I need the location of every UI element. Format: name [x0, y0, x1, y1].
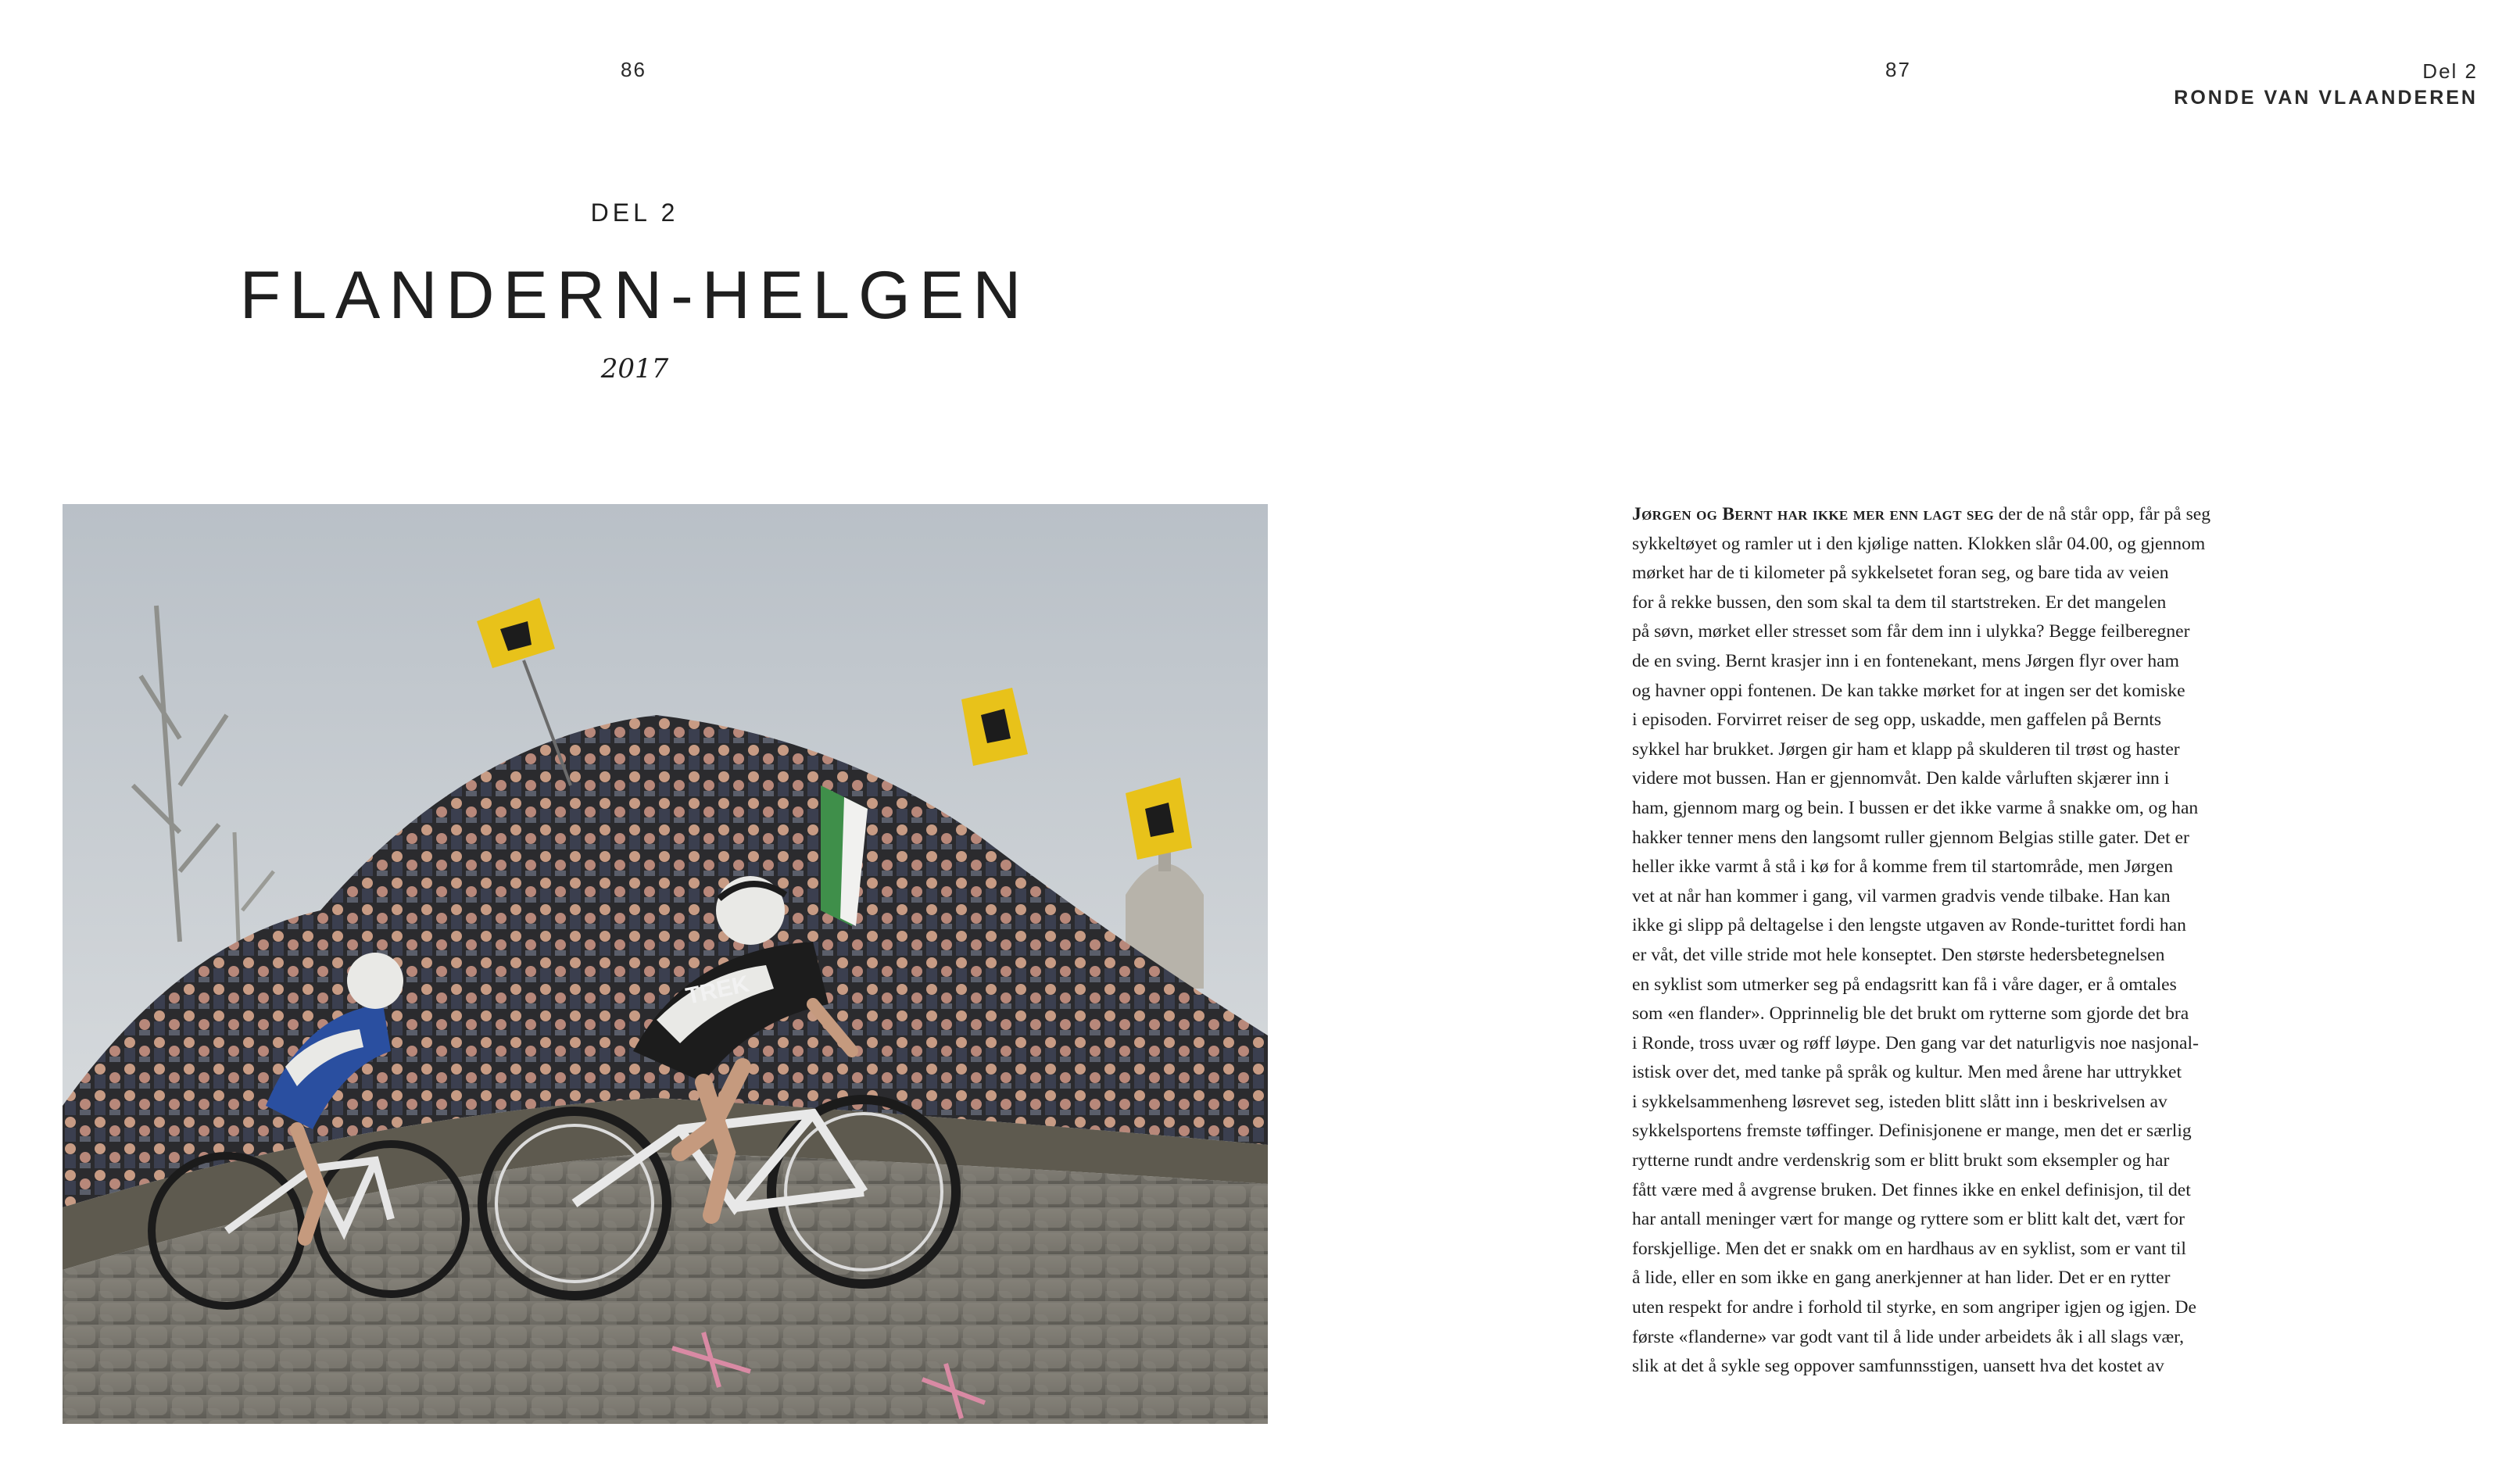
lead-in: Jørgen og Bernt har ikke mer enn lagt seg [1632, 504, 1994, 524]
running-head-title: RONDE VAN VLAANDEREN [2174, 87, 2478, 109]
text-line: ham, gjennom marg og bein. I bussen er det ikke varme å snakke om, og han [1632, 797, 2199, 818]
text-line: forskjellige. Men det er snakk om en hardhaus av en syklist, som er vant til [1632, 1238, 2186, 1259]
page-number-right: 87 [1885, 58, 1911, 81]
text-line: sykkelsportens fremste tøffinger. Definisjonene er mange, men det er særlig [1632, 1121, 2192, 1142]
text-line: ikke gi slipp på deltagelse i den lengste utgaven av Ronde-turittet fordi han [1632, 915, 2186, 936]
text-line: rytterne rundt andre verdenskrig som er blitt brukt som eksempler og har [1632, 1150, 2170, 1171]
chapter-year: 2017 [600, 353, 669, 384]
text-line: en syklist som utmerker seg på endagsritt kan få i våre dager, er å omtales [1632, 974, 2177, 995]
body-text [1632, 500, 2299, 1382]
text-line: de en sving. Bernt krasjer inn i en fontenekant, mens Jørgen flyr over ham [1632, 650, 2179, 671]
text-line: som «en flander». Opprinnelig ble det brukt om rytterne som gjorde det bra [1632, 1003, 2189, 1025]
text-line: har antall meninger vært for mange og ryttere som er blitt kalt det, vært for [1632, 1209, 2185, 1230]
text-line: på søvn, mørket eller stresset som får dem inn i ulykka? Begge feilberegner [1632, 621, 2190, 642]
chapter-title: FLANDERN-HELGEN [239, 258, 1030, 333]
text-line: i Ronde, tross uvær og røff løype. Den gang var det naturligvis noe nasjonal- [1632, 1032, 2199, 1053]
part-label: DEL 2 [590, 198, 679, 227]
running-head [2174, 58, 2478, 111]
text-line: heller ikke varmt å stå i kø for å komme frem til startområde, men Jørgen [1632, 857, 2174, 878]
text-line: vet at når han kommer i gang, vil varmen gradvis vende tilbake. Han kan [1632, 885, 2171, 907]
text-line: er våt, det ville stride mot hele konseptet. Den største hedersbetegnelsen [1632, 944, 2165, 965]
text-line: sykkel har brukket. Jørgen gir ham et klapp på skulderen til trøst og haster [1632, 738, 2180, 760]
text-line: mørket har de ti kilometer på sykkelsetet foran seg, og bare tida av veien [1632, 563, 2169, 584]
text-line: fått være med å avgrense bruken. Det finnes ikke en enkel definisjon, til det [1632, 1179, 2191, 1200]
text-line: første «flanderne» var godt vant til å lide under arbeidets åk i all slags vær, [1632, 1326, 2184, 1347]
race-photo [63, 504, 1268, 1424]
chapter-opener [0, 195, 1269, 386]
text-line: i episoden. Forvirret reiser de seg opp, uskadde, men gaffelen på Bernts [1632, 710, 2162, 731]
text-line: istisk over det, med tanke på språk og kultur. Men med årene har uttrykket [1632, 1062, 2182, 1083]
first-line-rest: der de nå står opp, får på seg [1993, 504, 2211, 524]
text-line: uten respekt for andre i forhold til styrke, en som angriper igjen og igjen. De [1632, 1297, 2197, 1318]
page-number-left: 86 [621, 58, 646, 81]
running-head-part: Del 2 [2422, 59, 2478, 83]
text-line: sykkeltøyet og ramler ut i den kjølige natten. Klokken slår 04.00, og gjennom [1632, 533, 2206, 554]
text-line: for å rekke bussen, den som skal ta dem til startstreken. Er det mangelen [1632, 592, 2167, 613]
text-line-first [1632, 500, 2299, 530]
text-line: videre mot bussen. Han er gjennomvåt. Den kalde vårluften skjærer inn i [1632, 768, 2170, 789]
text-line: å lide, eller en som ikke en gang anerkjenner at han lider. Det er en rytter [1632, 1268, 2171, 1289]
text-line: hakker tenner mens den langsomt ruller gjennom Belgias stille gater. Det er [1632, 827, 2189, 848]
text-line: i sykkelsammenheng løsrevet seg, isteden blitt slått inn i beskrivelsen av [1632, 1091, 2167, 1112]
text-line: og havner oppi fontenen. De kan takke mørket for at ingen ser det komiske [1632, 680, 2185, 701]
svg-text:TREK: TREK [683, 971, 752, 1010]
text-line: slik at det å sykle seg oppover samfunnsstigen, uansett hva det kostet av [1632, 1356, 2164, 1377]
